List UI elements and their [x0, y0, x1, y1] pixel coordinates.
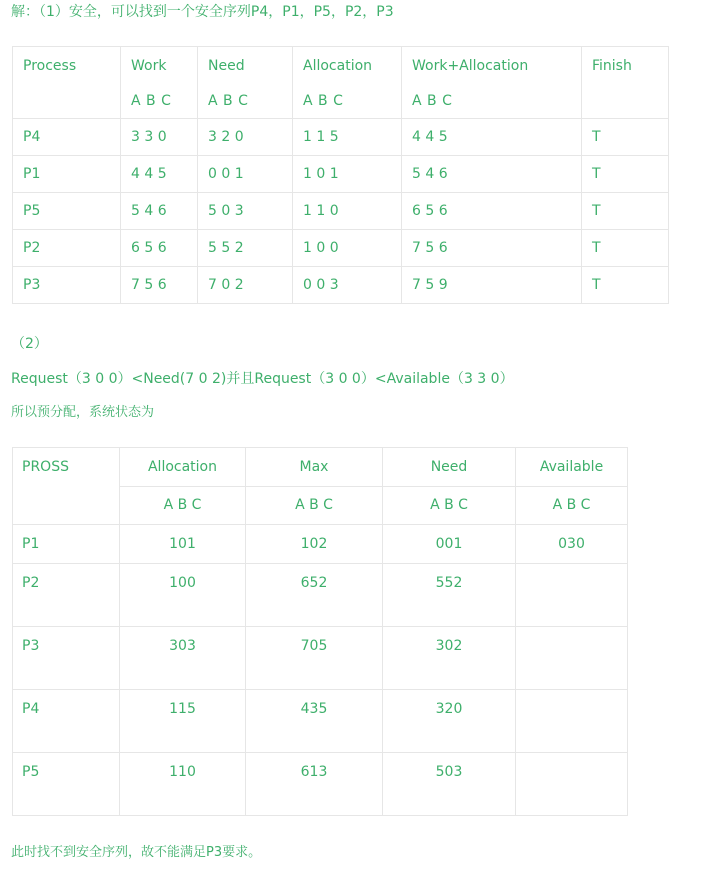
- table-row: [13, 267, 669, 304]
- part2-label: （2）: [11, 336, 48, 352]
- cell-max: 652: [246, 564, 383, 627]
- cell-available: [516, 627, 628, 690]
- cell-max: 102: [246, 525, 383, 564]
- cell-process: P5: [13, 753, 120, 816]
- header-process: Process: [13, 47, 121, 119]
- cell-allocation: 1 0 1: [293, 156, 402, 193]
- cell-work: 4 4 5: [121, 156, 198, 193]
- table-row: [13, 193, 669, 230]
- header-finish: Finish: [582, 47, 669, 119]
- table-row: [13, 119, 669, 156]
- cell-need: 5 0 3: [198, 193, 293, 230]
- subheader-allocation: A B C: [120, 487, 246, 525]
- cell-need: 0 0 1: [198, 156, 293, 193]
- header-allocation: Allocation A B C: [293, 47, 402, 119]
- cell-process: P5: [13, 193, 121, 230]
- subheader-max: A B C: [246, 487, 383, 525]
- system-state-table: [12, 447, 628, 816]
- header-max: Max: [246, 448, 383, 487]
- cell-need: 320: [383, 690, 516, 753]
- cell-allocation: 1 1 5: [293, 119, 402, 156]
- cell-process: P1: [13, 525, 120, 564]
- table-row: [13, 156, 669, 193]
- cell-work-plus-allocation: 7 5 9: [402, 267, 582, 304]
- cell-available: [516, 564, 628, 627]
- cell-work: 7 5 6: [121, 267, 198, 304]
- subheader-need: A B C: [383, 487, 516, 525]
- cell-need: 503: [383, 753, 516, 816]
- cell-finish: T: [582, 156, 669, 193]
- table-row: [13, 690, 628, 753]
- header-pross: PROSS: [13, 448, 120, 525]
- cell-allocation: 110: [120, 753, 246, 816]
- cell-work: 6 5 6: [121, 230, 198, 267]
- cell-process: P1: [13, 156, 121, 193]
- cell-allocation: 101: [120, 525, 246, 564]
- cell-need: 7 0 2: [198, 267, 293, 304]
- cell-need: 5 5 2: [198, 230, 293, 267]
- table-row: [13, 753, 628, 816]
- header-need: Need A B C: [198, 47, 293, 119]
- cell-process: P4: [13, 690, 120, 753]
- cell-available: [516, 753, 628, 816]
- cell-finish: T: [582, 119, 669, 156]
- cell-work-plus-allocation: 7 5 6: [402, 230, 582, 267]
- cell-work: 3 3 0: [121, 119, 198, 156]
- header-available: Available: [516, 448, 628, 487]
- header-work: Work A B C: [121, 47, 198, 119]
- table-row: [13, 627, 628, 690]
- pre-allocation-note: 所以预分配，系统状态为: [11, 405, 155, 420]
- cell-need: 552: [383, 564, 516, 627]
- cell-allocation: 100: [120, 564, 246, 627]
- cell-work-plus-allocation: 6 5 6: [402, 193, 582, 230]
- cell-work-plus-allocation: 5 4 6: [402, 156, 582, 193]
- cell-allocation: 115: [120, 690, 246, 753]
- cell-allocation: 1 0 0: [293, 230, 402, 267]
- cell-work-plus-allocation: 4 4 5: [402, 119, 582, 156]
- table-row: [13, 564, 628, 627]
- cell-finish: T: [582, 230, 669, 267]
- cell-max: 705: [246, 627, 383, 690]
- cell-work: 5 4 6: [121, 193, 198, 230]
- cell-need: 001: [383, 525, 516, 564]
- header-work-plus-allocation: Work+Allocation A B C: [402, 47, 582, 119]
- cell-process: P2: [13, 564, 120, 627]
- header-allocation: Allocation: [120, 448, 246, 487]
- subheader-available: A B C: [516, 487, 628, 525]
- cell-allocation: 0 0 3: [293, 267, 402, 304]
- cell-available: [516, 690, 628, 753]
- request-condition: Request（3 0 0）<Need(7 0 2)并且Request（3 0 0）<Available（3 3 0）: [11, 371, 514, 387]
- cell-need: 3 2 0: [198, 119, 293, 156]
- cell-allocation: 303: [120, 627, 246, 690]
- cell-process: P3: [13, 627, 120, 690]
- cell-process: P4: [13, 119, 121, 156]
- cell-process: P2: [13, 230, 121, 267]
- cell-process: P3: [13, 267, 121, 304]
- cell-finish: T: [582, 267, 669, 304]
- cell-available: 030: [516, 525, 628, 564]
- cell-max: 613: [246, 753, 383, 816]
- table-header-row: [13, 47, 669, 119]
- header-need: Need: [383, 448, 516, 487]
- safety-sequence-table: [12, 46, 669, 304]
- cell-finish: T: [582, 193, 669, 230]
- cell-allocation: 1 1 0: [293, 193, 402, 230]
- conclusion: 此时找不到安全序列，故不能满足P3要求。: [11, 845, 262, 860]
- table-row: [13, 525, 628, 564]
- answer-intro: 解：（1）安全，可以找到一个安全序列P4，P1，P5，P2，P3: [11, 4, 394, 20]
- cell-need: 302: [383, 627, 516, 690]
- table-row: [13, 230, 669, 267]
- cell-max: 435: [246, 690, 383, 753]
- table-header-row: [13, 448, 628, 487]
